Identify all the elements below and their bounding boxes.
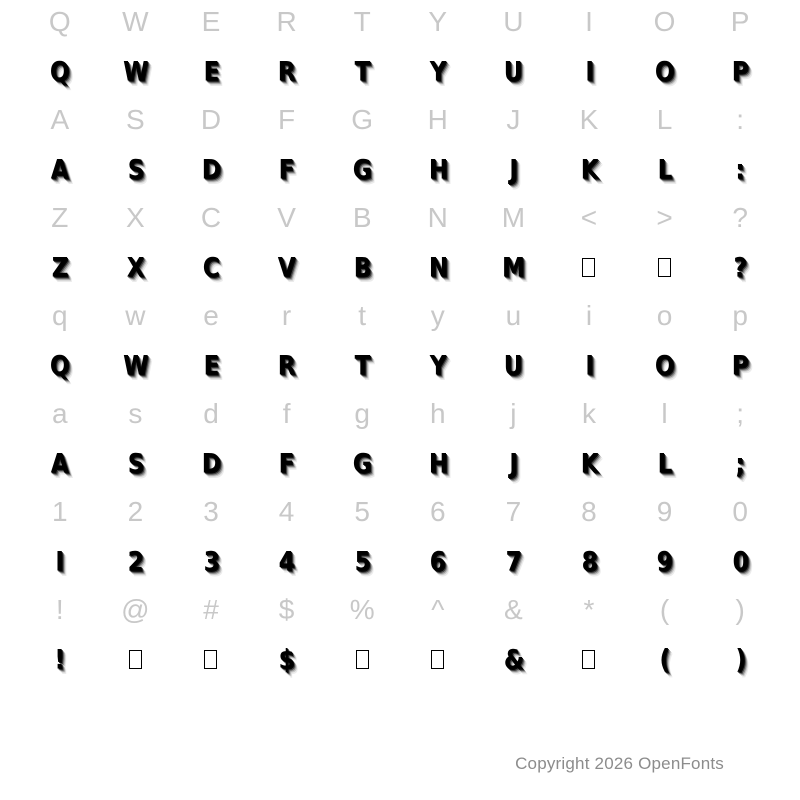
reference-char: 8 <box>581 496 597 527</box>
reference-char: w <box>125 300 146 331</box>
sample-glyph: V <box>277 251 296 283</box>
sample-char-cell <box>400 534 476 588</box>
missing-glyph-box <box>356 650 369 669</box>
sample-glyph: Q <box>50 349 70 381</box>
sample-char-cell <box>173 338 249 392</box>
sample-char-cell <box>551 534 627 588</box>
sample-glyph: F <box>278 447 295 479</box>
sample-glyph: E <box>203 55 219 87</box>
sample-glyph: ? <box>733 251 747 283</box>
reference-char: K <box>579 104 599 135</box>
sample-char-cell <box>324 436 400 490</box>
sample-char-cell <box>22 632 98 686</box>
reference-char: S <box>126 104 145 135</box>
sample-row <box>22 436 778 490</box>
sample-char-cell <box>702 632 778 686</box>
sample-glyph: S <box>127 153 144 185</box>
sample-glyph: A <box>51 153 69 185</box>
sample-glyph: 9 <box>656 545 673 577</box>
reference-char: u <box>505 300 522 331</box>
sample-glyph: H <box>428 447 448 479</box>
sample-char-cell <box>702 240 778 294</box>
specimen-row-pair <box>22 0 778 98</box>
sample-glyph: G <box>352 153 372 185</box>
reference-char: B <box>352 202 372 233</box>
reference-row <box>22 490 778 534</box>
reference-char: A <box>50 104 70 135</box>
reference-char: 9 <box>656 496 673 527</box>
sample-char-cell <box>249 632 325 686</box>
sample-char-cell <box>627 436 703 490</box>
sample-char-cell <box>702 338 778 392</box>
sample-glyph: 2 <box>127 545 144 577</box>
sample-glyph: I <box>584 55 594 87</box>
reference-char: q <box>52 300 68 331</box>
sample-char-cell <box>249 44 325 98</box>
reference-row <box>22 0 778 44</box>
reference-char: F <box>278 104 296 135</box>
sample-glyph: I <box>584 349 594 381</box>
reference-char: X <box>126 202 145 233</box>
reference-char: P <box>730 6 750 37</box>
sample-char-cell <box>627 142 703 196</box>
reference-char: ? <box>732 202 748 233</box>
missing-glyph-box <box>582 650 595 669</box>
reference-char: 1 <box>52 496 68 527</box>
specimen-row-pair <box>22 490 778 588</box>
sample-glyph: 6 <box>429 545 446 577</box>
sample-glyph: G <box>352 447 372 479</box>
sample-row <box>22 338 778 392</box>
sample-glyph: W <box>122 349 148 381</box>
sample-char-cell <box>324 142 400 196</box>
reference-char: H <box>427 104 448 135</box>
sample-char-cell <box>400 436 476 490</box>
sample-glyph: 8 <box>581 545 597 577</box>
sample-char-cell <box>22 436 98 490</box>
sample-char-cell <box>22 44 98 98</box>
sample-char-cell <box>173 142 249 196</box>
sample-row <box>22 44 778 98</box>
reference-char: # <box>203 594 219 625</box>
reference-char: G <box>351 104 374 135</box>
reference-char: D <box>200 104 222 135</box>
reference-char: ) <box>735 594 745 625</box>
sample-glyph: O <box>654 55 675 87</box>
sample-glyph: R <box>277 55 296 87</box>
sample-char-cell <box>400 142 476 196</box>
reference-char: @ <box>121 594 150 625</box>
sample-char-cell <box>702 534 778 588</box>
sample-glyph: H <box>428 153 448 185</box>
sample-glyph: J <box>509 447 518 479</box>
reference-char: M <box>501 202 526 233</box>
sample-char-cell <box>98 534 174 588</box>
reference-char: h <box>429 398 446 429</box>
reference-row <box>22 588 778 632</box>
sample-glyph: A <box>51 447 69 479</box>
sample-glyph: U <box>504 55 523 87</box>
sample-char-cell <box>249 534 325 588</box>
sample-glyph: U <box>504 349 523 381</box>
sample-glyph: T <box>354 349 370 381</box>
sample-char-cell <box>702 44 778 98</box>
sample-glyph: P <box>731 55 749 87</box>
sample-glyph: O <box>654 349 675 381</box>
sample-glyph: 3 <box>203 545 219 577</box>
sample-glyph: 4 <box>278 545 295 577</box>
sample-glyph: L <box>657 153 672 185</box>
reference-char: $ <box>278 594 295 625</box>
reference-char: < <box>580 202 598 233</box>
reference-char: L <box>656 104 673 135</box>
sample-glyph: K <box>580 447 598 479</box>
sample-glyph: X <box>126 251 145 283</box>
sample-glyph: & <box>503 643 524 675</box>
reference-char: 4 <box>278 496 295 527</box>
reference-char: Q <box>48 6 71 37</box>
sample-char-cell <box>173 436 249 490</box>
sample-char-cell <box>324 534 400 588</box>
sample-char-cell <box>400 240 476 294</box>
sample-glyph: : <box>735 153 745 185</box>
missing-glyph-box <box>658 258 671 277</box>
reference-char: ^ <box>431 594 445 625</box>
missing-glyph-box <box>129 650 142 669</box>
sample-glyph: P <box>731 349 749 381</box>
sample-char-cell <box>173 534 249 588</box>
sample-char-cell <box>476 142 552 196</box>
sample-char-cell <box>173 240 249 294</box>
sample-glyph: B <box>353 251 371 283</box>
reference-char: a <box>52 398 68 429</box>
reference-char: 6 <box>429 496 446 527</box>
sample-char-cell <box>98 436 174 490</box>
sample-char-cell <box>476 534 552 588</box>
reference-char: j <box>510 398 517 429</box>
sample-char-cell <box>551 436 627 490</box>
reference-row <box>22 196 778 240</box>
reference-char: k <box>581 398 596 429</box>
sample-char-cell <box>249 240 325 294</box>
sample-char-cell <box>476 44 552 98</box>
sample-char-cell <box>173 44 249 98</box>
reference-char: g <box>354 398 370 429</box>
reference-char: d <box>203 398 219 429</box>
reference-char: * <box>583 594 595 625</box>
reference-char: 5 <box>354 496 370 527</box>
sample-char-cell <box>98 142 174 196</box>
sample-char-cell <box>476 240 552 294</box>
sample-char-cell <box>249 436 325 490</box>
sample-char-cell <box>324 44 400 98</box>
reference-char: p <box>732 300 748 331</box>
reference-char: 2 <box>127 496 144 527</box>
sample-glyph: T <box>354 55 370 87</box>
sample-char-cell <box>22 338 98 392</box>
sample-char-cell <box>476 632 552 686</box>
sample-glyph: ; <box>735 447 745 479</box>
sample-char-cell <box>551 632 627 686</box>
sample-glyph: 0 <box>732 545 748 577</box>
reference-char: U <box>503 6 524 37</box>
sample-glyph: R <box>277 349 296 381</box>
sample-char-cell <box>551 240 627 294</box>
missing-glyph-box <box>582 258 595 277</box>
copyright-text: Copyright 2026 OpenFonts <box>515 754 724 773</box>
reference-char: 7 <box>505 496 522 527</box>
sample-char-cell <box>173 632 249 686</box>
reference-char: E <box>201 6 221 37</box>
reference-char: > <box>656 202 673 233</box>
reference-char: f <box>282 398 291 429</box>
reference-char: i <box>585 300 593 331</box>
sample-char-cell <box>702 142 778 196</box>
reference-char: R <box>276 6 297 37</box>
sample-char-cell <box>98 240 174 294</box>
sample-row <box>22 632 778 686</box>
reference-char: o <box>656 300 673 331</box>
reference-char: ; <box>736 398 745 429</box>
missing-glyph-box <box>204 650 217 669</box>
sample-char-cell <box>627 44 703 98</box>
sample-glyph: Y <box>429 349 446 381</box>
sample-char-cell <box>627 534 703 588</box>
sample-glyph: ) <box>735 643 746 675</box>
specimen-row-pair <box>22 98 778 196</box>
reference-char: W <box>122 6 149 37</box>
reference-char: : <box>736 104 745 135</box>
sample-row <box>22 142 778 196</box>
sample-glyph: 7 <box>505 545 522 577</box>
reference-char: y <box>430 300 445 331</box>
sample-char-cell <box>476 338 552 392</box>
reference-char: ! <box>55 594 64 625</box>
sample-char-cell <box>249 338 325 392</box>
sample-glyph: S <box>127 447 144 479</box>
reference-char: s <box>128 398 143 429</box>
reference-char: 3 <box>203 496 219 527</box>
sample-char-cell <box>551 44 627 98</box>
sample-glyph: K <box>580 153 598 185</box>
reference-char: ( <box>659 594 670 625</box>
reference-char: Z <box>51 202 69 233</box>
sample-char-cell <box>627 632 703 686</box>
sample-char-cell <box>324 632 400 686</box>
sample-glyph: M <box>502 251 525 283</box>
footer <box>0 754 800 774</box>
reference-char: & <box>504 594 523 625</box>
reference-char: r <box>281 300 292 331</box>
sample-glyph: 5 <box>354 545 370 577</box>
sample-glyph: J <box>509 153 518 185</box>
reference-char: O <box>653 6 676 37</box>
reference-char: I <box>585 6 593 37</box>
sample-glyph: L <box>657 447 672 479</box>
sample-row <box>22 534 778 588</box>
reference-char: N <box>427 202 448 233</box>
sample-glyph: ! <box>54 643 65 675</box>
sample-char-cell <box>249 142 325 196</box>
reference-char: Y <box>428 6 448 37</box>
sample-glyph: $ <box>278 643 295 675</box>
reference-row <box>22 392 778 436</box>
specimen-row-pair <box>22 392 778 490</box>
sample-char-cell <box>22 240 98 294</box>
sample-glyph: ( <box>659 643 670 675</box>
sample-glyph: N <box>428 251 448 283</box>
sample-char-cell <box>22 142 98 196</box>
sample-glyph: D <box>201 447 221 479</box>
sample-glyph: I <box>55 545 64 577</box>
missing-glyph-box <box>431 650 444 669</box>
sample-glyph: C <box>202 251 220 283</box>
reference-char: t <box>358 300 367 331</box>
reference-char: J <box>506 104 521 135</box>
specimen-row-pair <box>22 294 778 392</box>
reference-char: V <box>277 202 296 233</box>
sample-glyph: W <box>122 55 148 87</box>
specimen-row-pair <box>22 196 778 294</box>
reference-char: T <box>353 6 371 37</box>
sample-char-cell <box>551 338 627 392</box>
reference-row <box>22 294 778 338</box>
sample-glyph: D <box>201 153 221 185</box>
reference-char: % <box>349 594 375 625</box>
sample-row <box>22 240 778 294</box>
specimen-row-pair <box>22 588 778 686</box>
sample-char-cell <box>98 632 174 686</box>
sample-char-cell <box>627 240 703 294</box>
sample-char-cell <box>324 240 400 294</box>
reference-char: 0 <box>732 496 748 527</box>
sample-char-cell <box>551 142 627 196</box>
sample-char-cell <box>702 436 778 490</box>
sample-char-cell <box>400 338 476 392</box>
reference-row <box>22 98 778 142</box>
sample-char-cell <box>627 338 703 392</box>
sample-char-cell <box>324 338 400 392</box>
sample-char-cell <box>98 338 174 392</box>
sample-char-cell <box>400 632 476 686</box>
sample-char-cell <box>400 44 476 98</box>
sample-char-cell <box>476 436 552 490</box>
sample-char-cell <box>22 534 98 588</box>
sample-glyph: Y <box>429 55 446 87</box>
reference-char: l <box>661 398 668 429</box>
sample-glyph: E <box>203 349 219 381</box>
reference-char: e <box>203 300 219 331</box>
sample-glyph: Z <box>51 251 68 283</box>
sample-glyph: F <box>278 153 295 185</box>
reference-char: C <box>200 202 222 233</box>
sample-glyph: Q <box>50 55 70 87</box>
sample-char-cell <box>98 44 174 98</box>
